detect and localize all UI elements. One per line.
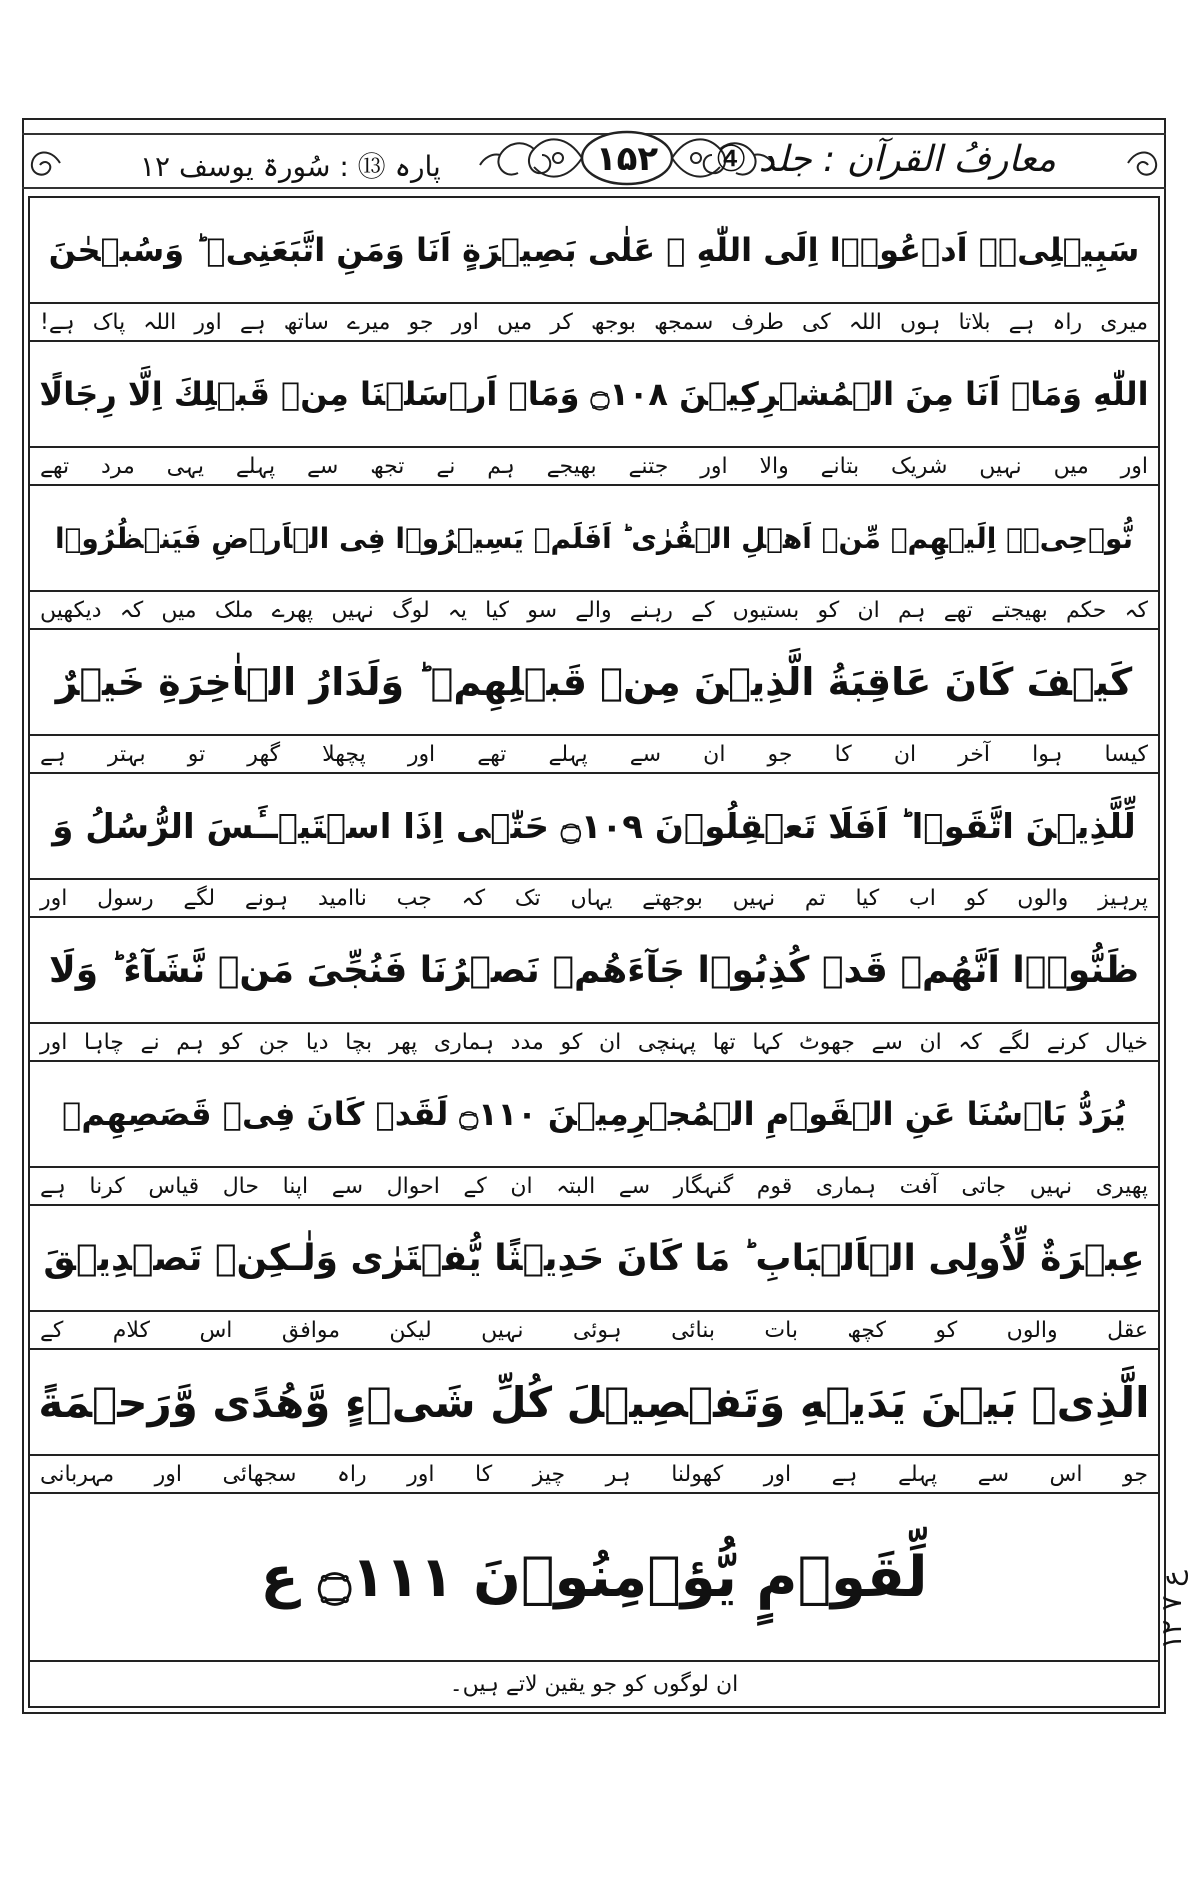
arabic-verse-line: عِبۡرَةٌ لِّاُولِى الۡاَلۡبَابِ ؕ مَا كَانَ حَدِيۡثًا يُّفۡتَرٰى وَلٰـكِنۡ تَصۡدِيۡقَ (28, 1204, 1160, 1312)
urdu-text: پھیری نہیں جاتی آفت ہماری قوم گنہگار سے البتہ ان کے احوال سے اپنا حال قیاس کرنا ہے (40, 1173, 1148, 1199)
urdu-translation-line (28, 590, 1160, 630)
arabic-verse-line: يُرَدُّ بَاۡسُنَا عَنِ الۡقَوۡمِ الۡمُجۡرِمِيۡنَ ۝۱۱۰ لَقَدۡ كَانَ فِىۡ قَصَصِهِمۡ (28, 1060, 1160, 1168)
arabic-verse-line: نُّوۡحِىۡۤ اِلَيۡهِمۡ مِّنۡ اَهۡلِ الۡقُرٰى ؕ اَفَلَمۡ يَسِيۡرُوۡا فِى الۡاَرۡضِ فَيَنۡظُرُوۡا (28, 484, 1160, 592)
urdu-text: پرہیز والوں کو اب کیا تم نہیں بوجھتے یہاں تک کہ جب ناامید ہونے لگے رسول اور (40, 885, 1148, 911)
urdu-translation-line (28, 1166, 1160, 1206)
urdu-translation-line (28, 1022, 1160, 1062)
page-number: ۱۵۲ (595, 139, 659, 179)
urdu-translation-line (28, 446, 1160, 486)
arabic-verse-line: لِّلَّذِيۡنَ اتَّقَوۡا ؕ اَفَلَا تَعۡقِلُوۡنَ ۝۱۰۹ حَتّٰۤى اِذَا اسۡتَيۡــَٔسَ الرُّسُلُ وَ (28, 772, 1160, 880)
urdu-text: کیسا ہوا آخر ان کا جو ان سے پہلے تھے اور پچھلا گھر تو بہتر ہے (40, 741, 1148, 767)
arabic-verse-line: سَبِيۡلِىۡۤ اَدۡعُوۡۤا اِلَى اللّٰهِ ۚ عَلٰى بَصِيۡرَةٍ اَنَا وَمَنِ اتَّبَعَنِىۡ ؕ وَسُبۡحٰنَ (28, 196, 1160, 304)
page-header (22, 125, 1166, 195)
arabic-verse-line: لِّقَوۡمٍ يُّؤۡمِنُوۡنَ ۝۱۱۱ ع (28, 1492, 1160, 1662)
arabic-verse-line: اللّٰهِ وَمَاۤ اَنَا مِنَ الۡمُشۡرِكِيۡنَ ۝۱۰۸ وَمَاۤ اَرۡسَلۡنَا مِنۡ قَبۡلِكَ اِلَّا رِجَالًا (28, 340, 1160, 448)
arabic-verse-line: الَّذِىۡ بَيۡنَ يَدَيۡهِ وَتَفۡصِيۡلَ كُلِّ شَىۡءٍ وَّهُدًى وَّرَحۡمَةً (28, 1348, 1160, 1456)
arabic-verse-line: كَيۡفَ كَانَ عَاقِبَةُ الَّذِيۡنَ مِنۡ قَبۡلِهِمۡ ؕ وَلَدَارُ الۡاٰخِرَةِ خَيۡرٌ (28, 628, 1160, 736)
urdu-translation-line (28, 1660, 1160, 1708)
corner-scroll-icon (24, 143, 64, 183)
urdu-translation-line (28, 734, 1160, 774)
urdu-text: اور میں نہیں شریک بتانے والا اور جتنے بھیجے ہم نے تجھ سے پہلے یہی مرد تھے (40, 453, 1148, 479)
urdu-translation-line (28, 1310, 1160, 1350)
urdu-text: عقل والوں کو کچھ بات بنائی ہوئی نہیں لیکن موافق اس کلام کے (40, 1317, 1148, 1343)
urdu-translation-line (28, 302, 1160, 342)
arabic-verse-line: ظَنُّوۡۤا اَنَّهُمۡ قَدۡ كُذِبُوۡا جَآءَهُمۡ نَصۡرُنَا فَنُجِّىَ مَنۡ نَّشَآءُ ؕ وَلَا (28, 916, 1160, 1024)
urdu-text: خیال کرنے لگے کہ ان سے جھوٹ کہا تھا پہنچی ان کو مدد ہماری پھر بچا دیا جن کو ہم نے چاہا اور (40, 1029, 1148, 1055)
book-title: معارفُ القرآن : جلد ④ (714, 139, 1056, 180)
para-surah-label: پارہ ⑬ : سُورۃ یوسف ۱۲ (140, 150, 441, 183)
urdu-translation-line (28, 878, 1160, 918)
urdu-text: میری راہ ہے بلاتا ہوں اللہ کی طرف سمجھ بوجھ کر میں اور جو میرے ساتھ ہے اور اللہ پاک ہے! (40, 309, 1148, 335)
corner-scroll-icon (1124, 143, 1164, 183)
urdu-translation-line (28, 1454, 1160, 1494)
urdu-text: کہ حکم بھیجتے تھے ہم ان کو بستیوں کے رہنے والے سو کیا یہ لوگ نہیں پھرے ملک میں کہ دیکھیں (40, 597, 1148, 623)
urdu-text: جو اس سے پہلے ہے اور کھولنا ہر چیز کا اور راہ سجھائی اور مہربانی (40, 1461, 1148, 1487)
urdu-text: ان لوگوں کو جو یقین لاتے ہیں۔ (449, 1671, 739, 1697)
ruku-margin-marker: ۱۲ ع ۷ (1155, 1570, 1188, 1650)
